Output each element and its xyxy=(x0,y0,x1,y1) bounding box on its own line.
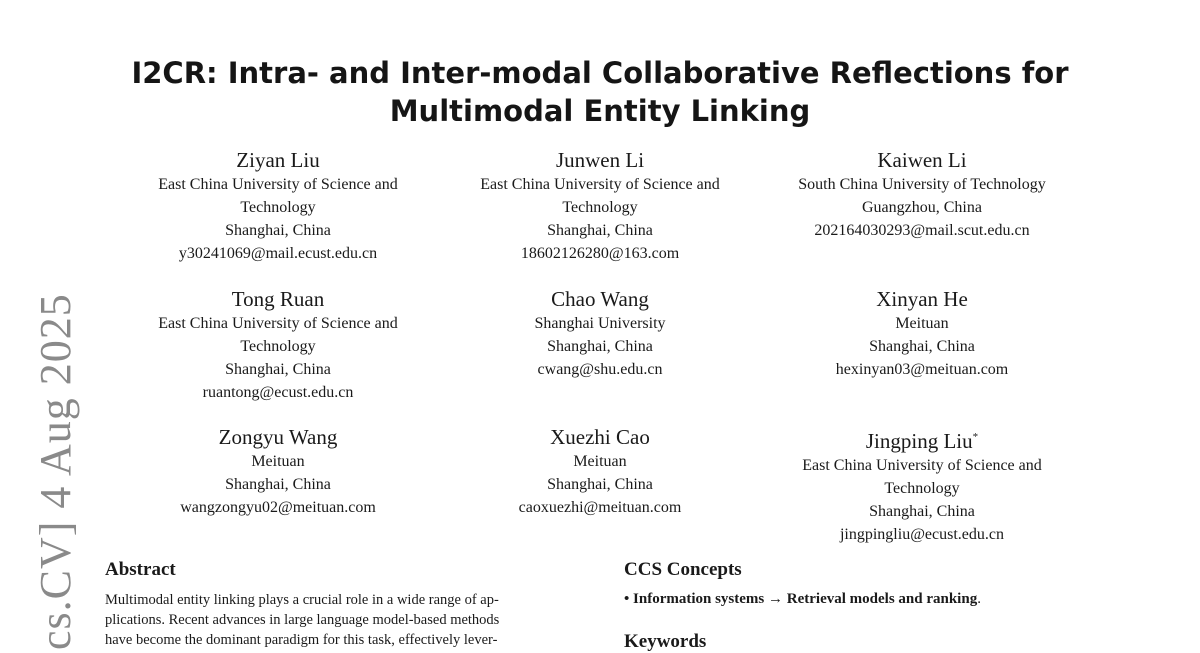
author-affiliation xyxy=(440,173,760,265)
affiliation-line: East China University of Science and xyxy=(480,176,720,193)
title-line-1: I2CR: Intra- and Inter-modal Collaborative Reflections for xyxy=(131,56,1069,90)
author-block xyxy=(440,287,760,381)
author-affiliation xyxy=(440,450,760,519)
location-line: Guangzhou, China xyxy=(862,199,982,216)
email-line: 202164030293@mail.scut.edu.cn xyxy=(814,222,1030,239)
ccs-concept-entry xyxy=(624,589,981,609)
author-affiliation xyxy=(762,173,1082,242)
affiliation-line: Technology xyxy=(884,480,960,497)
author-block xyxy=(118,287,438,404)
ccs-concepts-heading: CCS Concepts xyxy=(624,559,742,580)
author-name: Tong Ruan xyxy=(231,287,325,311)
arrow-icon: → xyxy=(768,591,784,607)
email-line: jingpingliu@ecust.edu.cn xyxy=(839,526,1005,543)
email-line: hexinyan03@meituan.com xyxy=(835,361,1009,378)
author-name: Xuezhi Cao xyxy=(550,425,650,449)
author-block xyxy=(762,287,1082,381)
abstract-line: have become the dominant paradigm for this task, effectively lever- xyxy=(105,632,498,648)
affiliation-line: Technology xyxy=(240,338,316,355)
affiliation-line: South China University of Technology xyxy=(798,176,1046,193)
location-line: Shanghai, China xyxy=(547,338,653,355)
email-line: 18602126280@163.com xyxy=(520,245,680,262)
affiliation-line: East China University of Science and xyxy=(802,457,1042,474)
author-name: Junwen Li xyxy=(555,148,645,172)
author-block xyxy=(762,425,1082,546)
ccs-period: . xyxy=(977,591,981,607)
author-name: Chao Wang xyxy=(551,287,649,311)
author-name xyxy=(762,425,1082,453)
email-line: cwang@shu.edu.cn xyxy=(537,361,663,378)
email-line: caoxuezhi@meituan.com xyxy=(518,499,682,516)
email-line: ruantong@ecust.edu.cn xyxy=(202,384,354,401)
author-affiliation xyxy=(118,173,438,265)
affiliation-line: East China University of Science and xyxy=(158,315,398,332)
abstract-line: plications. Recent advances in large language model-based methods xyxy=(105,612,500,628)
ccs-concept: Retrieval models and ranking xyxy=(786,591,978,607)
author-affiliation xyxy=(762,312,1082,381)
author-name: Xinyan He xyxy=(876,287,968,311)
affiliation-line: Meituan xyxy=(895,315,949,332)
location-line: Shanghai, China xyxy=(225,222,331,239)
author-block xyxy=(440,425,760,519)
ccs-category: Information systems xyxy=(633,591,765,607)
location-line: Shanghai, China xyxy=(225,476,331,493)
abstract-heading: Abstract xyxy=(105,559,176,580)
location-line: Shanghai, China xyxy=(547,222,653,239)
author-affiliation xyxy=(118,312,438,404)
location-line: Shanghai, China xyxy=(547,476,653,493)
location-line: Shanghai, China xyxy=(869,503,975,520)
affiliation-line: Technology xyxy=(240,199,316,216)
author-affiliation xyxy=(762,454,1082,546)
abstract-line: Multimodal entity linking plays a crucial role in a wide range of ap- xyxy=(105,592,499,608)
affiliation-line: Technology xyxy=(562,199,638,216)
author-block xyxy=(118,148,438,265)
author-name: Kaiwen Li xyxy=(877,148,967,172)
author-block xyxy=(118,425,438,519)
author-name: Ziyan Liu xyxy=(236,148,320,172)
affiliation-line: Meituan xyxy=(573,453,627,470)
location-line: Shanghai, China xyxy=(869,338,975,355)
author-block xyxy=(440,148,760,265)
author-affiliation xyxy=(440,312,760,381)
paper-title xyxy=(100,54,1100,130)
title-line-2: Multimodal Entity Linking xyxy=(389,94,811,128)
ccs-bullet: • xyxy=(624,591,630,607)
affiliation-line: Shanghai University xyxy=(534,315,666,332)
author-affiliation xyxy=(118,450,438,519)
keywords-heading: Keywords xyxy=(624,631,707,652)
email-line: y30241069@mail.ecust.edu.cn xyxy=(178,245,378,262)
author-name: Zongyu Wang xyxy=(218,425,338,449)
abstract-text xyxy=(105,590,585,650)
affiliation-line: East China University of Science and xyxy=(158,176,398,193)
corresponding-author-marker: * xyxy=(972,431,979,443)
author-name-text: Jingping Liu xyxy=(865,429,973,453)
email-line: wangzongyu02@meituan.com xyxy=(180,499,376,516)
location-line: Shanghai, China xyxy=(225,361,331,378)
author-block xyxy=(762,148,1082,242)
arxiv-side-stamp: cs.CV] 4 Aug 2025 xyxy=(31,293,80,650)
affiliation-line: Meituan xyxy=(251,453,305,470)
